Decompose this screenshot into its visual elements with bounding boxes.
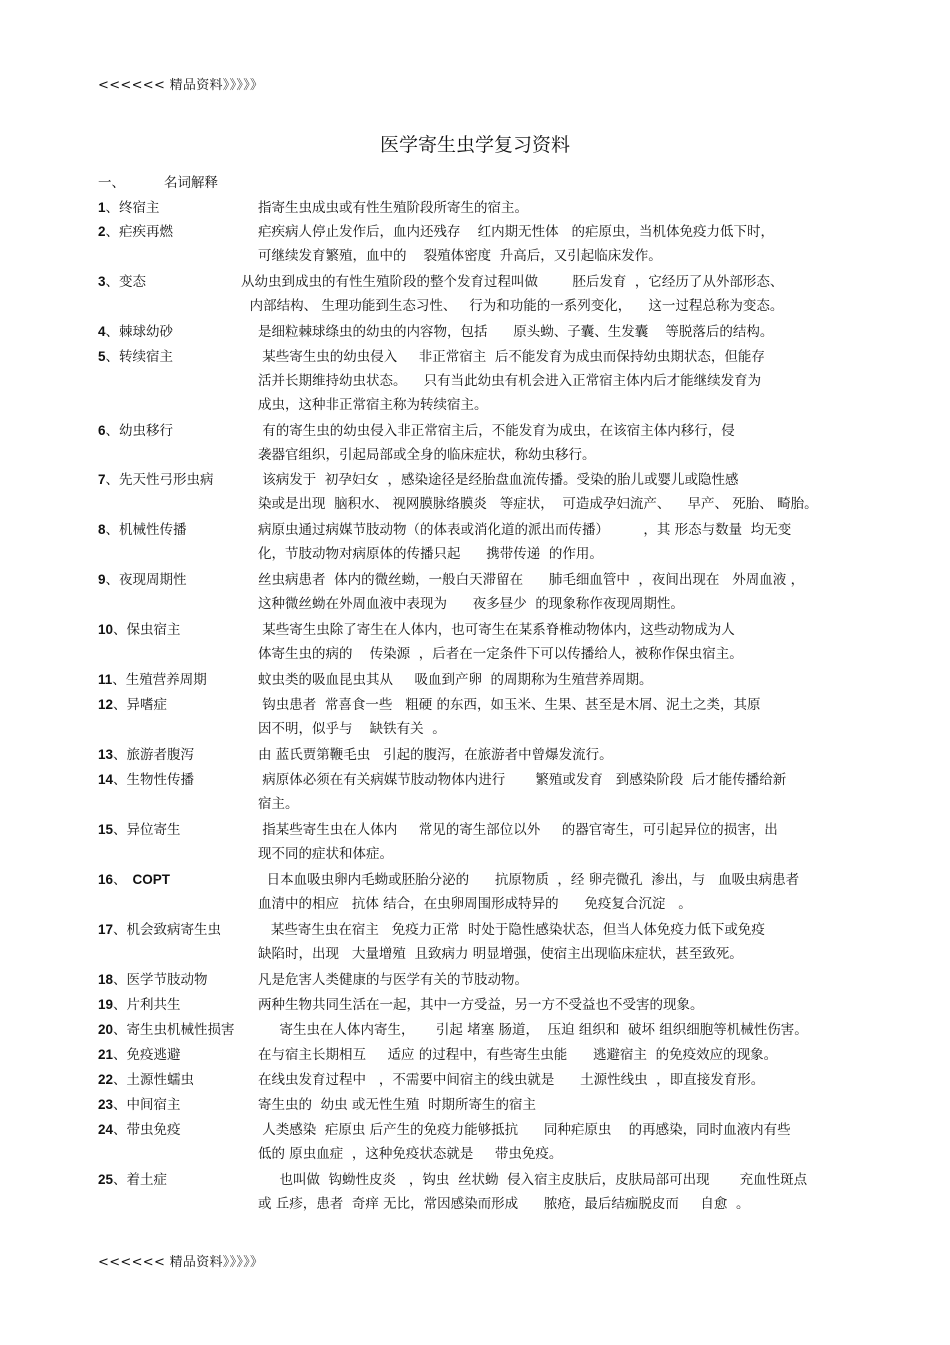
section-number: 一、: [98, 175, 125, 191]
term-separator: 、: [105, 423, 120, 439]
term-label: [98, 993, 181, 1017]
term-definition: 钩虫患者 常喜食一些 粗硬 的东西，如玉米、生果、甚至是木屑、泥土之类，其原 因不明，似乎与 缺铁有关 。: [258, 697, 761, 737]
term-definition: 也叫做 钩蚴性皮炎 ，钩虫 丝状蚴 侵入宿主皮肤后，皮肤局部可出现 充血性斑点 或 丘疹，患者 奇痒 无比，常因感染而形成 脓疮，最后结痂脱皮而 自愈 。: [258, 1172, 808, 1212]
term-number: 18: [98, 972, 114, 987]
term-separator: 、: [113, 697, 127, 713]
term-name: 寄生虫机械性损害: [126, 1022, 235, 1038]
term-number: 11: [98, 672, 113, 687]
term-separator: 、: [105, 522, 120, 538]
term-number: 9: [98, 572, 106, 587]
term-separator: 、: [113, 1097, 127, 1113]
term-item: [98, 1168, 858, 1216]
term-item: [98, 668, 858, 692]
term-definition: 某些寄生虫除了寄生在人体内，也可寄生在某系脊椎动物体内，这些动物成为人 体寄生虫的病的 传染源 ，后者在一定条件下可以传播给人，被称作保虫宿主。: [258, 622, 743, 662]
term-separator: 、: [113, 622, 127, 638]
term-item: [98, 693, 858, 741]
term-number: 15: [98, 822, 114, 837]
term-label: [98, 618, 181, 642]
term-definition: 凡是危害人类健康的与医学有关的节肢动物。: [258, 972, 528, 988]
term-item: [98, 568, 858, 616]
term-separator: 、: [105, 274, 120, 290]
term-name: 棘球幼砂: [119, 324, 174, 340]
term-name: 中间宿主: [126, 1097, 181, 1113]
term-name: 带虫免疫: [126, 1122, 181, 1138]
term-item: [98, 1093, 858, 1117]
term-separator: 、: [113, 1022, 127, 1038]
term-item: [98, 1043, 858, 1067]
term-separator: 、: [113, 1047, 127, 1063]
term-item: [98, 1018, 858, 1042]
term-name: 生殖营养周期: [125, 672, 207, 688]
term-definition: 人类感染 疟原虫 后产生的免疫力能够抵抗 同种疟原虫 的再感染，同时血液内有些 低的 原虫血症 ，这种免疫状态就是 带虫免疫。: [258, 1122, 791, 1162]
term-definition: 该病发于 初孕妇女 ，感染途径是经胎盘血流传播。受染的胎儿或婴儿或隐性感 染或是出现 脑积水、 视网膜脉络膜炎 等症状， 可造成孕妇流产、 早产、 死胎、 畸胎。: [258, 472, 818, 512]
term-definition: 日本血吸虫卵内毛蚴或胚胎分泌的 抗原物质 ，经 卵壳微孔 渗出，与 血吸虫病患者 血清中的相应 抗体 结合，在虫卵周围形成特异的 免疫复合沉淀 。: [258, 872, 800, 912]
page-header: <<<<<< 精品资料》》》》》: [98, 78, 264, 93]
term-item: [98, 270, 858, 318]
term-label: [98, 270, 146, 294]
term-number: 4: [98, 324, 106, 339]
term-label: [98, 1068, 194, 1092]
term-definition: 疟疾病人停止发作后，血内还残存 红内期无性体 的疟原虫，当机体免疫力低下时， 可继续发育繁殖，血中的 裂殖体密度 升高后，又引起临床发作。: [258, 224, 775, 264]
term-name: COPT: [132, 872, 171, 887]
term-label: [98, 968, 208, 992]
term-label: [98, 568, 187, 592]
term-separator: 、: [105, 572, 120, 588]
term-item: [98, 220, 858, 268]
page-footer: <<<<<< 精品资料》》》》》: [98, 1255, 264, 1270]
term-number: 23: [98, 1097, 114, 1112]
term-number: 24: [98, 1122, 114, 1137]
term-definition: 在与宿主长期相互 适应 的过程中，有些寄生虫能 逃避宿主 的免疫效应的现象。: [258, 1047, 778, 1063]
term-separator: 、: [105, 472, 120, 488]
term-separator: 、: [105, 324, 120, 340]
term-separator: 、: [113, 922, 127, 938]
term-label: [98, 1093, 181, 1117]
term-number: 3: [98, 274, 106, 289]
term-name: 夜现周期性: [119, 572, 187, 588]
term-number: 17: [98, 922, 114, 937]
term-name: 机会致病寄生虫: [126, 922, 222, 938]
term-definition: 两种生物共同生活在一起，其中一方受益，另一方不受益也不受害的现象。: [258, 997, 704, 1013]
term-definition: 某些寄生虫的幼虫侵入 非正常宿主 后不能发育为成虫而保持幼虫期状态，但能存 活并长期维持幼虫状态。 只有当此幼虫有机会进入正常宿主体内后才能继续发育为 成虫，这种非正常宿主称为转续宿主。: [258, 349, 765, 413]
term-item: [98, 345, 858, 417]
term-item: [98, 918, 858, 966]
term-number: 19: [98, 997, 114, 1012]
term-item: [98, 196, 858, 220]
term-separator: 、: [113, 747, 127, 763]
term-definition: 某些寄生虫在宿主 免疫力正常 时处于隐性感染状态，但当人体免疫力低下或免疫 缺陷时，出现 大量增殖 且致病力 明显增强，使宿主出现临床症状，甚至致死。: [258, 922, 765, 962]
term-label: [98, 768, 194, 792]
term-separator: 、: [113, 972, 127, 988]
term-name: 终宿主: [119, 200, 160, 216]
term-label: [98, 868, 170, 892]
term-label: [98, 818, 181, 842]
term-separator: 、: [112, 672, 126, 688]
term-name: 异嗜症: [126, 697, 168, 713]
term-item: [98, 320, 858, 344]
term-number: 7: [98, 472, 106, 487]
term-definition: 指寄生虫成虫或有性生殖阶段所寄生的宿主。: [258, 200, 528, 216]
term-number: 13: [98, 747, 114, 762]
term-name: 机械性传播: [119, 522, 187, 538]
term-number: 20: [98, 1022, 114, 1037]
term-label: [98, 668, 207, 692]
term-label: [98, 320, 173, 344]
term-separator: 、: [113, 822, 127, 838]
term-label: [98, 743, 194, 767]
term-label: [98, 918, 221, 942]
term-number: 22: [98, 1072, 114, 1087]
term-definition: 病原虫通过病媒节肢动物（的体表或消化道的派出而传播） ，其 形态与数量 均无变 化，节肢动物对病原体的传播只起 携带传递 的作用。: [258, 522, 792, 562]
term-definition: 蚊虫类的吸血昆虫其从 吸血到产卵 的周期称为生殖营养周期。: [258, 672, 653, 688]
term-label: [98, 345, 173, 369]
term-item: [98, 743, 858, 767]
term-item: [98, 1118, 858, 1166]
term-definition: 有的寄生虫的幼虫侵入非正常宿主后，不能发育为成虫，在该宿主体内移行，侵 袭器官组织，引起局部或全身的临床症状，称幼虫移行。: [258, 423, 735, 463]
term-label: [98, 1043, 181, 1067]
term-separator: 、: [113, 772, 127, 788]
term-name: 旅游者腹泻: [126, 747, 195, 763]
term-number: 10: [98, 622, 114, 637]
term-number: 25: [98, 1172, 114, 1187]
term-definition: 寄生虫在人体内寄生， 引起 堵塞 肠道， 压迫 组织和 破坏 组织细胞等机械性伤害。: [258, 1022, 808, 1038]
term-name: 变态: [119, 274, 147, 290]
term-separator: 、: [105, 224, 120, 240]
term-label: [98, 196, 160, 220]
term-item: [98, 518, 858, 566]
term-number: 5: [98, 349, 106, 364]
term-separator: 、: [113, 872, 127, 888]
term-name: 异位寄生: [126, 822, 181, 838]
term-number: 16: [98, 872, 114, 887]
term-label: [98, 468, 214, 492]
term-list: [98, 196, 858, 1216]
term-label: [98, 419, 173, 443]
term-separator: 、: [113, 1122, 127, 1138]
term-name: 片利共生: [126, 997, 181, 1013]
term-number: 21: [98, 1047, 114, 1062]
term-item: [98, 993, 858, 1017]
term-definition: 从幼虫到成虫的有性生殖阶段的整个发育过程叫做 胚后发育 ，它经历了从外部形态、 内部结构、 生理功能到生态习性、 行为和功能的一系列变化， 这一过程总称为变态。: [241, 274, 784, 314]
term-definition: 病原体必须在有关病媒节肢动物体内进行 繁殖或发育 到感染阶段 后才能传播给新 宿主。: [258, 772, 787, 812]
term-separator: 、: [113, 1072, 127, 1088]
term-separator: 、: [113, 997, 127, 1013]
term-definition: 寄生虫的 幼虫 或无性生殖 时期所寄生的宿主: [258, 1097, 536, 1113]
term-label: [98, 518, 187, 542]
term-item: [98, 868, 858, 916]
term-label: [98, 1018, 235, 1042]
term-number: 2: [98, 224, 106, 239]
term-separator: 、: [113, 1172, 127, 1188]
term-name: 幼虫移行: [119, 423, 174, 439]
term-label: [98, 1168, 167, 1192]
section-heading: [98, 171, 218, 191]
term-name: 转续宿主: [119, 349, 174, 365]
term-item: [98, 818, 858, 866]
term-label: [98, 693, 167, 717]
term-name: 医学节肢动物: [126, 972, 208, 988]
term-label: [98, 1118, 181, 1142]
term-name: 生物性传播: [126, 772, 195, 788]
term-name: 保虫宿主: [126, 622, 181, 638]
document-title: 医学寄生虫学复习资料: [379, 134, 570, 156]
term-name: 土源性蠕虫: [126, 1072, 195, 1088]
term-separator: 、: [105, 200, 120, 216]
term-item: [98, 468, 858, 516]
term-name: 先天性弓形虫病: [119, 472, 214, 488]
term-definition: 在线虫发育过程中 ，不需要中间宿主的线虫就是 土源性线虫 ，即直接发育形。: [258, 1072, 765, 1088]
term-definition: 由 蓝氏贾第鞭毛虫 引起的腹泻，在旅游者中曾爆发流行。: [258, 747, 613, 763]
term-item: [98, 1068, 858, 1092]
term-item: [98, 618, 858, 666]
term-name: 着土症: [126, 1172, 168, 1188]
section-label: 名词解释: [164, 175, 218, 191]
term-name: 疟疾再燃: [119, 224, 174, 240]
term-separator: 、: [105, 349, 120, 365]
term-number: 12: [98, 697, 114, 712]
term-definition: 指某些寄生虫在人体内 常见的寄生部位以外 的器官寄生，可引起异位的损害，出 现不同的症状和体症。: [258, 822, 778, 862]
term-definition: 是细粒棘球绦虫的幼虫的内容物，包括 原头蚴、子囊、生发囊 等脱落后的结构。: [258, 324, 774, 340]
term-name: 免疫逃避: [126, 1047, 181, 1063]
term-number: 1: [98, 200, 106, 215]
term-number: 8: [98, 522, 106, 537]
term-item: [98, 419, 858, 467]
term-number: 14: [98, 772, 114, 787]
term-item: [98, 768, 858, 816]
term-item: [98, 968, 858, 992]
term-label: [98, 220, 173, 244]
term-definition: 丝虫病患者 体内的微丝蚴，一般白天滞留在 肺毛细血管中 ，夜间出现在 外周血液 ， 这种微丝蚴在外周血液中表现为 夜多昼少 的现象称作夜现周期性。: [258, 572, 805, 612]
term-number: 6: [98, 423, 106, 438]
